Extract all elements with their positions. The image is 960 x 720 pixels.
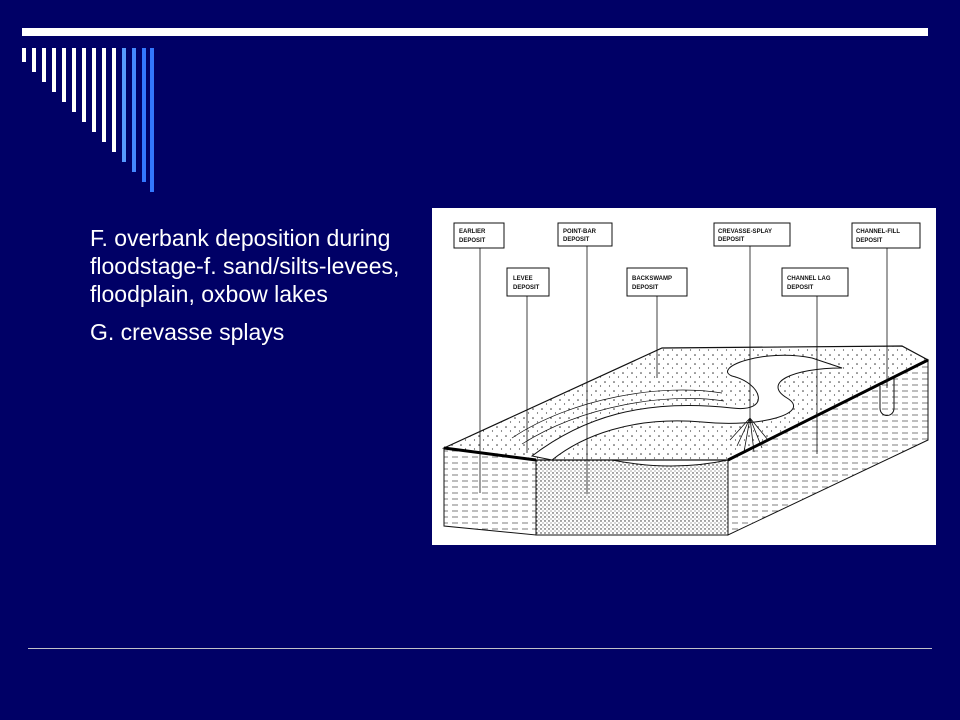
svg-text:DEPOSIT: DEPOSIT <box>563 237 590 243</box>
svg-text:LEVEE: LEVEE <box>513 276 533 282</box>
svg-text:DEPOSIT: DEPOSIT <box>632 285 659 291</box>
point-bar-face <box>536 460 728 535</box>
bullet-overbank-deposition: F. overbank deposition during floodstage-f. sand/silts-levees, floodplain, oxbow lakes <box>90 225 400 307</box>
svg-text:DEPOSIT: DEPOSIT <box>513 285 540 291</box>
svg-text:DEPOSIT: DEPOSIT <box>856 238 883 244</box>
body-text <box>90 224 420 346</box>
bottom-rule <box>28 648 932 649</box>
svg-text:CHANNEL-FILL: CHANNEL-FILL <box>856 229 900 235</box>
svg-text:POINT-BAR: POINT-BAR <box>563 229 596 235</box>
label-channel-fill-deposit <box>852 223 920 248</box>
label-crevasse-splay-deposit <box>714 223 790 246</box>
decorative-stripes <box>22 44 162 194</box>
svg-text:DEPOSIT: DEPOSIT <box>718 237 745 243</box>
svg-text:CREVASSE-SPLAY: CREVASSE-SPLAY <box>718 229 773 235</box>
label-channel-lag-deposit <box>782 268 848 296</box>
svg-text:DEPOSIT: DEPOSIT <box>459 238 486 244</box>
svg-text:BACKSWAMP: BACKSWAMP <box>632 276 672 282</box>
top-rule <box>22 28 928 36</box>
label-earlier-deposit <box>454 223 504 248</box>
bullet-crevasse-splays: G. crevasse splays <box>90 319 285 345</box>
label-levee-deposit <box>507 268 549 296</box>
fluvial-deposits-diagram <box>432 208 936 545</box>
svg-text:EARLIER: EARLIER <box>459 229 486 235</box>
svg-text:DEPOSIT: DEPOSIT <box>787 285 814 291</box>
earlier-deposit-face <box>444 448 536 535</box>
label-point-bar-deposit <box>558 223 612 246</box>
svg-text:CHANNEL LAG: CHANNEL LAG <box>787 276 831 282</box>
label-backswamp-deposit <box>627 268 687 296</box>
